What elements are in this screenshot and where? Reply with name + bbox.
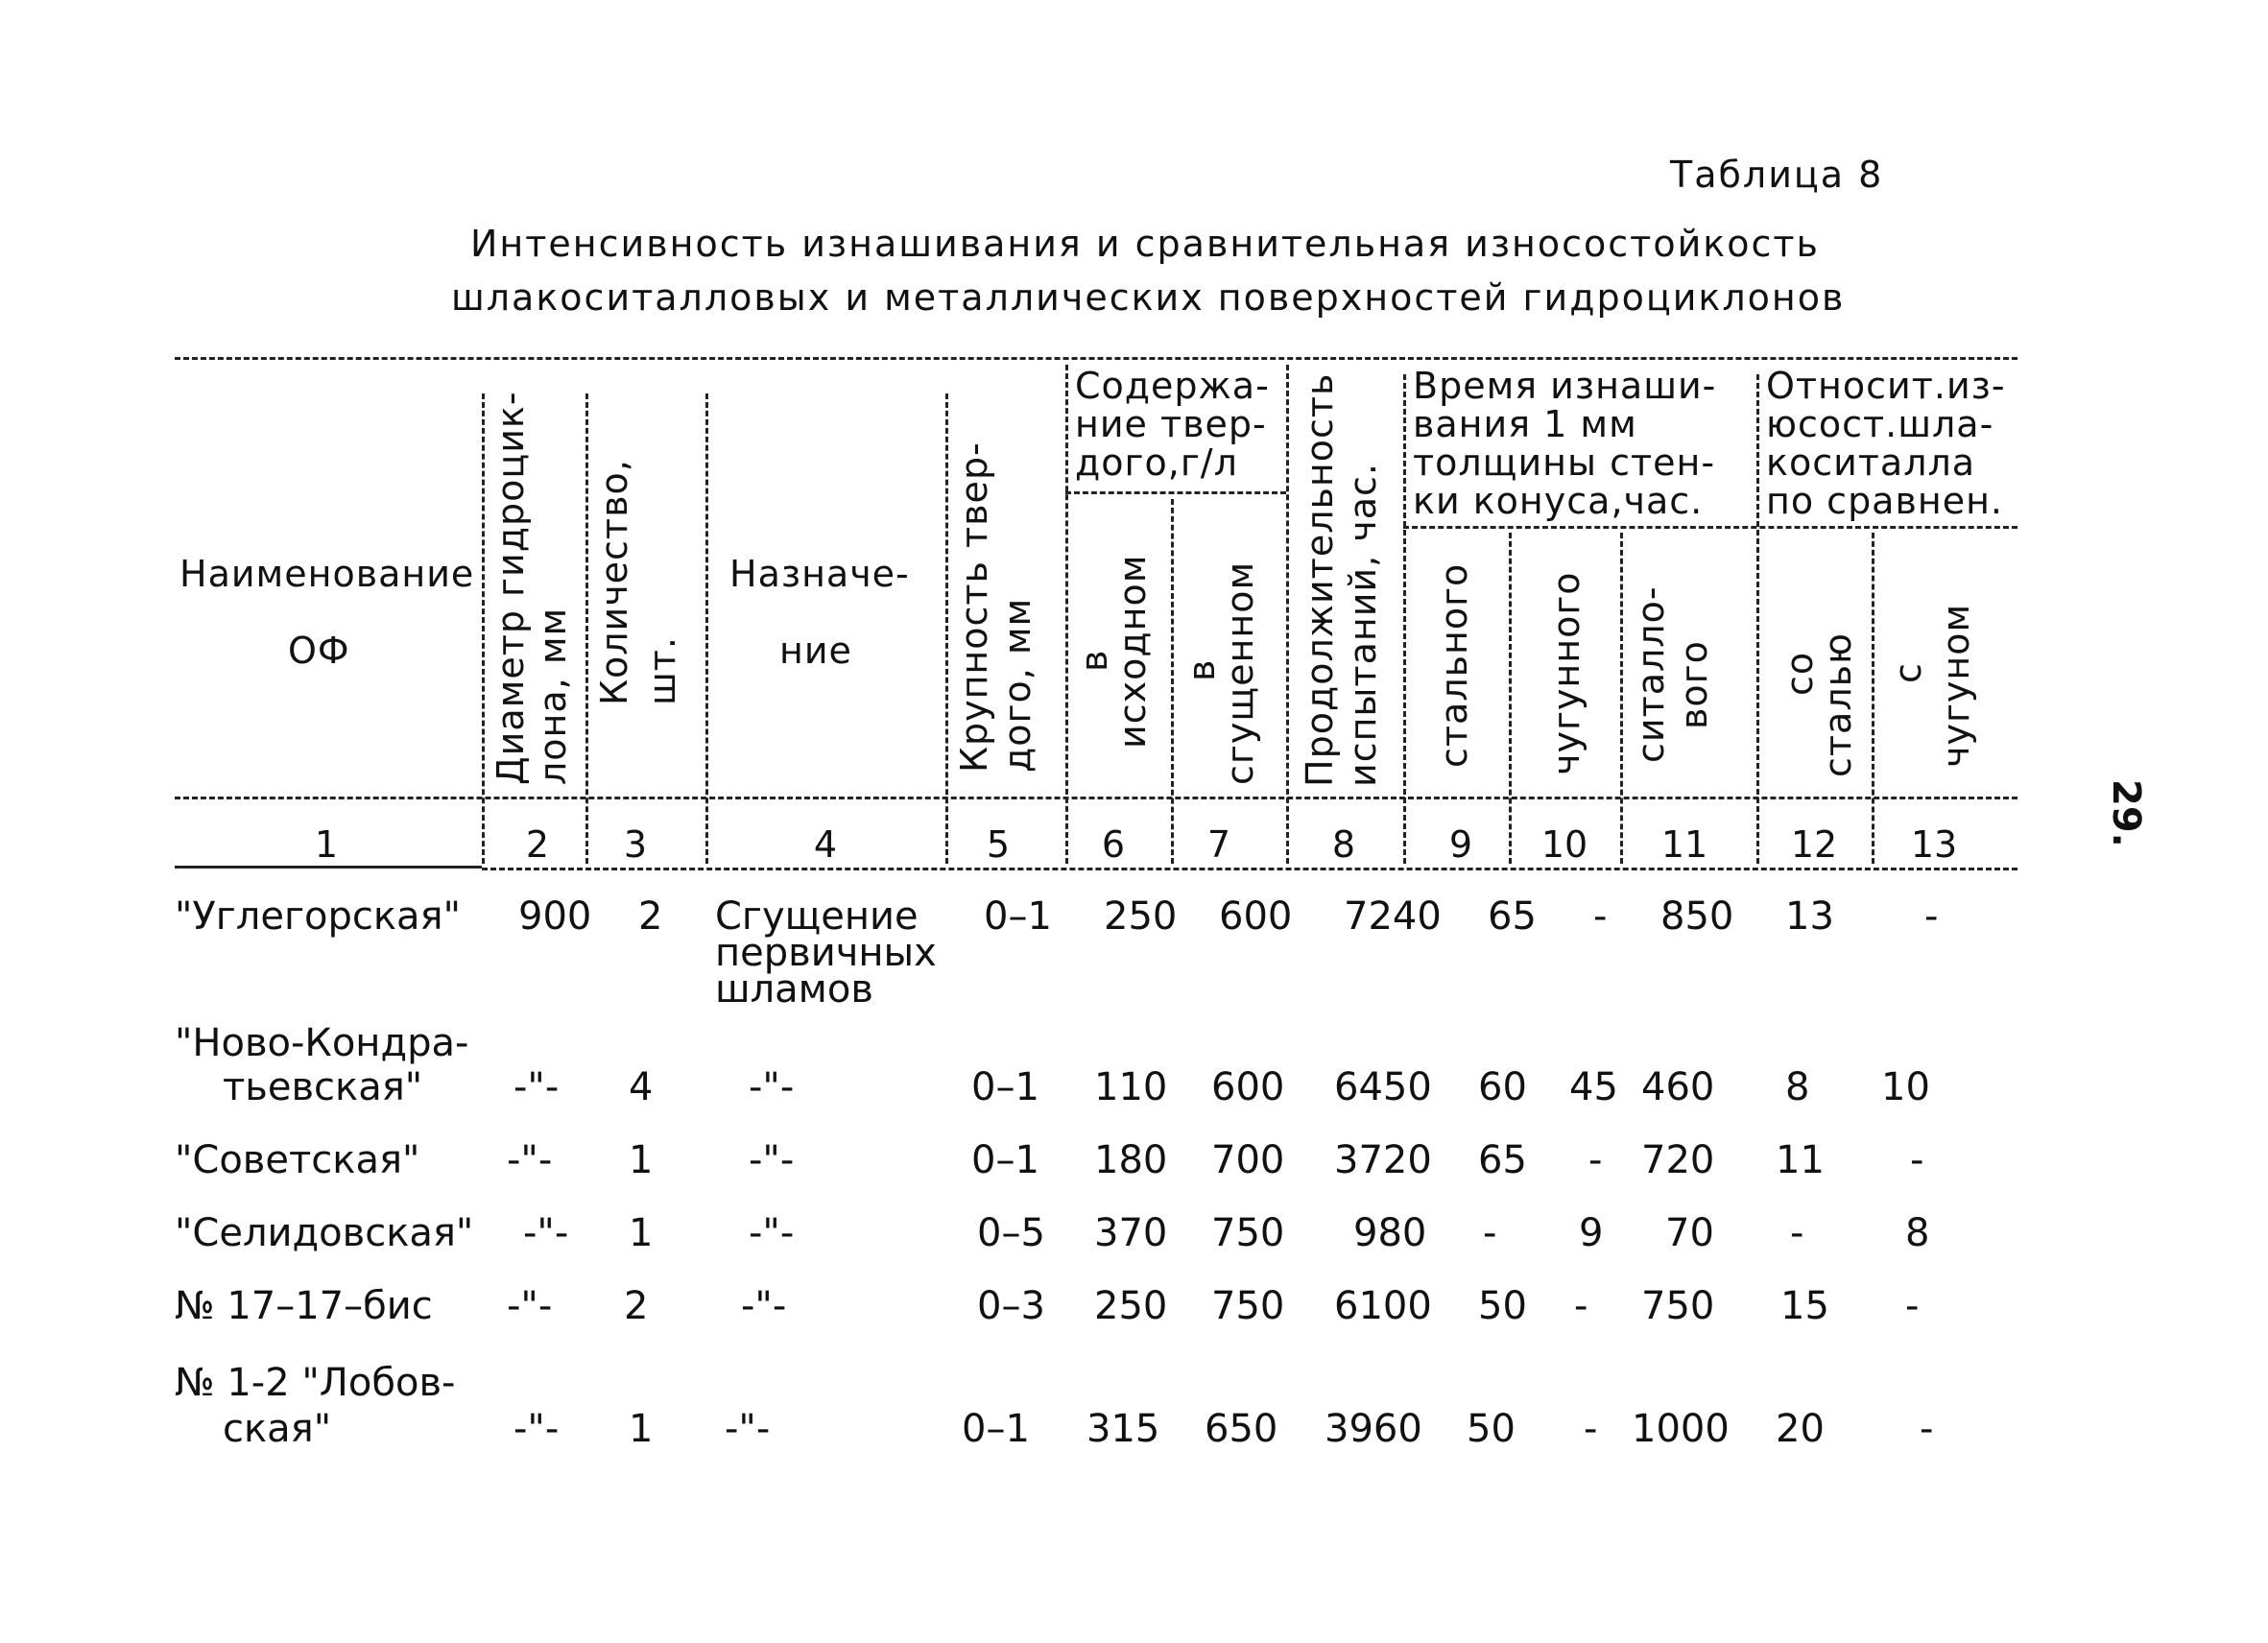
row-purpose: -"- (749, 1211, 795, 1255)
row-vs-steel: 11 (1776, 1138, 1825, 1182)
col-sep-6 (1171, 499, 1174, 864)
row-initial: 250 (1104, 894, 1178, 939)
colnum-7: 7 (1206, 823, 1231, 866)
colnum-12: 12 (1790, 823, 1838, 866)
row-diameter: 900 (518, 894, 592, 939)
row-steel: 50 (1478, 1284, 1527, 1328)
row-thickened: 600 (1219, 894, 1293, 939)
header-size-line1: Крупность твер- (953, 441, 995, 773)
header-thickened-line1: в (1181, 658, 1223, 681)
col-sep-12 (1872, 533, 1874, 864)
header-diameter-line1: Диаметр гидроцик- (489, 391, 532, 785)
header-name-line1: Наименование (179, 553, 475, 595)
row-quantity: 2 (624, 1284, 649, 1328)
header-sital-line1: ситалло- (1630, 585, 1672, 763)
row-quantity: 1 (629, 1211, 654, 1255)
row-sital: 850 (1660, 894, 1734, 939)
colnum-4: 4 (813, 823, 838, 866)
row-thickened: 650 (1205, 1407, 1278, 1451)
col-sep-9 (1509, 533, 1512, 864)
colnum-3: 3 (623, 823, 648, 866)
row-cast-iron: - (1588, 1138, 1603, 1182)
col-sep-11 (1756, 374, 1759, 864)
colnum-5: 5 (986, 823, 1011, 866)
header-relative-line3: коситалла (1766, 441, 1976, 484)
row-duration: 3720 (1334, 1138, 1432, 1182)
table-title-line1: Интенсивность изнашивания и сравнительная износостойкость (470, 223, 1820, 265)
row-vs-cast: - (1924, 894, 1939, 939)
row-sital: 70 (1665, 1211, 1714, 1255)
colnum-rule (482, 868, 2017, 870)
row-purpose-line2: первичных (715, 931, 937, 975)
row-diameter: -"- (507, 1284, 553, 1328)
row-size: 0–5 (977, 1211, 1045, 1255)
row-quantity: 1 (629, 1138, 654, 1182)
row-purpose-line3: шламов (715, 967, 873, 1012)
col-sep-4 (945, 393, 948, 864)
col-sep-10 (1620, 533, 1623, 864)
row-purpose: -"- (749, 1138, 795, 1182)
row-duration: 6450 (1334, 1065, 1432, 1109)
row-initial: 110 (1094, 1065, 1168, 1109)
row-sital: 720 (1641, 1138, 1715, 1182)
row-initial: 250 (1094, 1284, 1168, 1328)
header-thickened-line2: сгущенном (1219, 560, 1261, 785)
colnum-8: 8 (1331, 823, 1356, 866)
row-name: № 1-2 "Лобов- (175, 1361, 456, 1405)
header-time-line2: вания 1 мм (1413, 403, 1637, 445)
row-diameter: -"- (523, 1211, 569, 1255)
colnum-1: 1 (314, 823, 339, 866)
header-content-line2: ние твер- (1075, 403, 1267, 445)
header-content-line3: дого,г/л (1075, 441, 1238, 484)
row-vs-cast: 8 (1905, 1211, 1930, 1255)
header-content-line1: Содержа- (1075, 365, 1270, 407)
header-duration-line2: испытаний, час. (1342, 463, 1384, 787)
colnum-rule-left (175, 866, 482, 869)
row-thickened: 750 (1211, 1211, 1285, 1255)
row-name: "Ново-Кондра- (175, 1021, 469, 1065)
col-sep-7 (1286, 365, 1289, 864)
subheader-rule-content (1065, 491, 1286, 494)
row-cast-iron: - (1593, 894, 1608, 939)
colnum-2: 2 (525, 823, 550, 866)
col-sep-3 (705, 393, 708, 864)
row-duration: 6100 (1334, 1284, 1432, 1328)
row-steel: 60 (1478, 1065, 1527, 1109)
row-sital: 750 (1641, 1284, 1715, 1328)
header-bottom-rule (175, 797, 2017, 799)
colnum-6: 6 (1101, 823, 1126, 866)
table-label: Таблица 8 (1670, 154, 1884, 196)
header-vs-steel-line1: со (1779, 651, 1821, 696)
row-vs-steel: - (1790, 1211, 1804, 1255)
row-thickened: 700 (1211, 1138, 1285, 1182)
header-purpose-line2: ние (779, 630, 852, 672)
row-sital: 460 (1641, 1065, 1715, 1109)
header-initial-line2: исходном (1111, 554, 1154, 749)
header-cast-iron: чугунного (1545, 571, 1588, 775)
row-quantity: 2 (638, 894, 663, 939)
row-name: № 17–17–бис (175, 1284, 433, 1328)
row-initial: 180 (1094, 1138, 1168, 1182)
col-sep-2 (585, 393, 588, 864)
row-name-line2: ская" (223, 1407, 332, 1451)
row-size: 0–1 (971, 1065, 1039, 1109)
header-steel: стального (1433, 562, 1475, 768)
header-time-line1: Время изнаши- (1413, 365, 1717, 407)
header-duration-line1: Продолжительность (1299, 372, 1341, 787)
col-sep-5 (1065, 365, 1068, 864)
row-size: 0–3 (977, 1284, 1045, 1328)
row-size: 0–1 (984, 894, 1052, 939)
header-initial-line1: в (1073, 649, 1115, 672)
row-vs-cast: - (1920, 1407, 1934, 1451)
row-size: 0–1 (962, 1407, 1030, 1451)
row-vs-cast: - (1910, 1138, 1924, 1182)
row-name: "Селидовская" (175, 1211, 474, 1255)
row-initial: 315 (1086, 1407, 1160, 1451)
header-top-rule (175, 357, 2017, 360)
col-sep-8 (1403, 374, 1406, 864)
row-thickened: 750 (1211, 1284, 1285, 1328)
row-purpose: -"- (749, 1065, 795, 1109)
header-sital-line2: вого (1673, 640, 1715, 729)
row-duration: 3960 (1325, 1407, 1422, 1451)
header-quantity-line2: шт. (641, 636, 683, 705)
row-duration: 980 (1353, 1211, 1427, 1255)
row-duration: 7240 (1344, 894, 1442, 939)
row-cast-iron: 9 (1579, 1211, 1604, 1255)
row-purpose: -"- (741, 1284, 787, 1328)
row-vs-cast: 10 (1881, 1065, 1930, 1109)
row-diameter: -"- (513, 1407, 560, 1451)
row-cast-iron: - (1574, 1284, 1588, 1328)
table-title-line2: шлакоситалловых и металлических поверхностей гидроциклонов (451, 276, 1846, 319)
row-steel: 50 (1467, 1407, 1516, 1451)
header-relative-line4: по сравнен. (1766, 480, 2004, 522)
row-diameter: -"- (513, 1065, 560, 1109)
row-cast-iron: - (1584, 1407, 1598, 1451)
row-initial: 370 (1094, 1211, 1168, 1255)
row-purpose: -"- (725, 1407, 771, 1451)
row-vs-steel: 13 (1785, 894, 1834, 939)
row-purpose-line1: Сгущение (715, 894, 919, 939)
row-vs-cast: - (1905, 1284, 1920, 1328)
page-number: 29. (2104, 779, 2148, 847)
col-sep-1 (482, 393, 485, 864)
row-quantity: 1 (629, 1407, 654, 1451)
header-time-line4: ки конуса,час. (1413, 480, 1704, 522)
subheader-rule-time (1403, 526, 2017, 529)
header-size-line2: дого, мм (996, 597, 1039, 773)
header-name-line2: ОФ (288, 630, 350, 672)
header-time-line3: толщины стен- (1413, 441, 1716, 484)
header-vs-cast-line1: с (1887, 662, 1929, 683)
header-vs-steel-line2: сталью (1817, 632, 1859, 777)
colnum-10: 10 (1540, 823, 1588, 866)
header-relative-line1: Относит.из- (1766, 365, 2006, 407)
row-diameter: -"- (507, 1138, 553, 1182)
colnum-11: 11 (1660, 823, 1708, 866)
row-steel: 65 (1488, 894, 1537, 939)
row-name: "Советская" (175, 1138, 420, 1182)
colnum-13: 13 (1910, 823, 1958, 866)
header-relative-line2: юсост.шла- (1766, 403, 1994, 445)
row-vs-steel: 15 (1780, 1284, 1829, 1328)
row-name: "Углегорская" (175, 894, 461, 939)
header-quantity-line1: Количество, (593, 459, 635, 705)
colnum-9: 9 (1448, 823, 1473, 866)
row-steel: 65 (1478, 1138, 1527, 1182)
row-sital: 1000 (1632, 1407, 1730, 1451)
row-steel: - (1483, 1211, 1497, 1255)
row-size: 0–1 (971, 1138, 1039, 1182)
row-thickened: 600 (1211, 1065, 1285, 1109)
header-purpose-line1: Назначе- (729, 553, 910, 595)
row-vs-steel: 20 (1776, 1407, 1825, 1451)
row-vs-steel: 8 (1785, 1065, 1810, 1109)
header-vs-cast-line2: чугуном (1935, 603, 1977, 768)
row-cast-iron: 45 (1569, 1065, 1618, 1109)
row-name-line2: тьевская" (223, 1065, 423, 1109)
header-diameter-line2: лона, мм (532, 607, 574, 785)
row-quantity: 4 (629, 1065, 654, 1109)
